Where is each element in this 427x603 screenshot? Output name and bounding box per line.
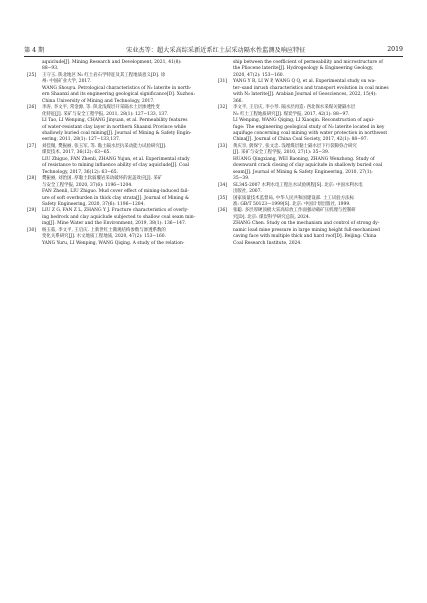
reference-text-line: [J]. 采矿与安全工程学报, 2010, 27(1): 35−39. <box>233 150 330 156</box>
reference-number: [28] <box>27 176 37 182</box>
reference-text-line: 2020, 47(2): 153−160. <box>233 72 285 78</box>
reference-number: [29] <box>27 208 37 214</box>
reference-text-line: of resistance to mining influence ability of clay aquiclude[J]. Coal <box>42 163 190 169</box>
reference-text-line: LIU Zhiguo, FAN Zhenli, ZHANG Yujun, et al. Experimental study <box>42 156 190 162</box>
reference-text-line: 究[D]. 北京: 煤炭科学研究总院, 2024. <box>233 214 311 220</box>
reference-entry <box>27 157 207 176</box>
reference-text-line: China University of Mining and Technology, 2017. <box>42 98 155 104</box>
reference-text-line: ship between the coefficient of permeability and microstructure of <box>233 60 383 65</box>
reference-text-line: Technology, 2017, 36(12): 63−65. <box>42 169 118 175</box>
reference-entry <box>27 144 207 157</box>
reference-text-line: ter–sand inrush characteristics and transport evolution in coal mines <box>233 85 389 91</box>
reference-number: [27] <box>27 143 37 149</box>
reference-text-line: LI Wenping, WANG Qiqing, LI Xiaoqin. Reconstruction of aqui- <box>233 118 375 124</box>
reference-entry <box>27 73 207 86</box>
reference-entry <box>218 79 398 105</box>
running-title: 宋业杰等：超大采高综采新近系红土层采动隔水性监测及响应特征 <box>126 46 306 54</box>
reference-text-line: 王守玉. 陕北地区 N₂ 红土岩石学特征及其工程地质意义[D]. 徐 <box>42 72 166 78</box>
reference-text-line: 35−39. <box>233 176 250 182</box>
reference-text-line: 366. <box>233 98 243 104</box>
reference-number: [34] <box>218 182 228 188</box>
reference-text-line: caving face with multiple thick and hard roof[D]. Beijing: China <box>233 234 377 240</box>
reference-text-line: 张聪. 多层厚硬顶板大采高综放工作面强动载矿压机理与控制研 <box>233 208 356 214</box>
reference-text-line: ing bedrock and clay aquiclude subjected to shallow coal seam min- <box>42 214 196 220</box>
reference-entry <box>27 86 207 105</box>
reference-entry <box>218 221 398 247</box>
reference-entry <box>218 183 398 196</box>
reference-number: [36] <box>218 208 228 214</box>
reference-text-line: ern Shaanxi and its engineering geological significance[D]. Xuzhou: <box>42 92 195 98</box>
reference-text-line: SL345-2007 水利水电工程注水试验规程[S]. 北京: 中国水利水电 <box>233 182 363 188</box>
reference-text-line: LIU Z G, FAN Z L, ZHANG Y J. Fracture characteristics of overly- <box>42 208 189 214</box>
reference-text-line: 黄庆享, 蔚保宁, 张文忠. 浅埋煤层黏土隔水层下行裂隙弥合研究 <box>233 143 357 149</box>
reference-text-line: 与安全工程学报, 2020, 37(6): 1196−1204. <box>42 182 133 188</box>
reference-entry <box>218 118 398 144</box>
page-number: 2019 <box>387 45 403 53</box>
reference-text-line: 樊振丽, 刘治国. 厚黏土软弱覆岩采动破坏的泥盖效应[J]. 采矿 <box>42 176 163 182</box>
reference-text-line: YANG Y R, LI W P, WANG Q Q, et al. Experimental study on wa- <box>233 79 376 85</box>
issue-number: 第 4 期 <box>24 46 45 54</box>
reference-text-line: N₂ 红土工程地质研究[J]. 煤炭学报, 2017, 42(1): 88−97. <box>233 111 350 117</box>
reference-text-line: 李文平, 王启庆, 李小琴. 隔水层再造: 西北保水采煤关键隔水层 <box>233 105 356 111</box>
reference-text-line: HUANG Qingxiang, WEI Baoning, ZHANG Wenzhong. Study of <box>233 156 375 162</box>
reference-text-line: 国家质量技术监督局, 中华人民共和国建设部. 土工试验方法标 <box>233 195 355 201</box>
reference-text-line: ZHANG Chen. Study on the mechanism and control of strong dy- <box>233 221 380 227</box>
reference-entry <box>27 105 207 118</box>
reference-entry <box>27 189 207 208</box>
reference-text-line: 准: GB/T 50123—1999[S]. 北京: 中国计划出版社, 1999. <box>233 201 351 207</box>
reference-number: [32] <box>218 105 228 111</box>
reference-number: [31] <box>218 79 228 85</box>
reference-text-line: WANG Shouyu. Petrological characteristics of N₂ laterite in north- <box>42 85 192 91</box>
reference-entry <box>218 208 398 221</box>
reference-text-line: Coal Research Institute, 2024. <box>233 240 302 246</box>
reference-entry <box>218 144 398 157</box>
reference-entry <box>27 60 207 73</box>
reference-entry <box>27 241 207 247</box>
reference-number: [35] <box>218 195 228 201</box>
references-right-column <box>218 60 398 247</box>
reference-text-line: 煤炭技术, 2017, 36(12): 63−65. <box>42 150 111 156</box>
reference-number: [26] <box>27 105 37 111</box>
running-header <box>24 42 403 56</box>
reference-text-line: YANG Yuru, LI Wenping, WANG Qiqing. A study of the relation- <box>42 240 185 246</box>
reference-text-line: downward crack closing of clay aquiclude in shallowly buried coal <box>233 163 383 169</box>
reference-text-line: 刘佳微, 樊振丽, 张玉军, 等. 黏土隔水层抗采动能力试验研究[J]. <box>42 143 167 149</box>
reference-text-line: FAN Zhenli, LIU Zhiguo. Mud cover effect of mining-induced fail- <box>42 189 189 195</box>
reference-text-line: China[J]. Journal of China Coal Society, 2017, 42(1): 88−97. <box>233 137 368 143</box>
reference-number: [30] <box>27 227 37 233</box>
reference-text-line: aquiclude[J]. Mining Research and Development, 2021, 41(8): <box>42 60 182 65</box>
reference-entry <box>218 105 398 118</box>
reference-text-line: LI Tao, LI Wenping, CHANG Jinyuan, et al. Permeability features <box>42 118 188 124</box>
reference-text-line: 变化关系研究[J]. 水文地质工程地质, 2020, 47(2): 153−160. <box>42 234 167 240</box>
reference-text-line: ure of soft overburden in thick clay strata[J]. Journal of Mining & <box>42 195 189 201</box>
header-rule <box>24 56 403 57</box>
reference-text-line: seam[J]. Journal of Mining & Safety Engineering, 2010, 27(1): <box>233 169 373 175</box>
reference-number: [25] <box>27 72 37 78</box>
reference-entry <box>218 196 398 209</box>
reference-text-line: 88−93. <box>42 66 59 72</box>
reference-text-line: 化特征[J]. 采矿与安全工程学报, 2011, 28(1): 127−133, 137. <box>42 111 169 117</box>
reference-text-line: eering, 2011, 28(1): 127−133,137. <box>42 137 121 143</box>
reference-entry <box>27 208 207 227</box>
reference-text-line: shallowly buried coal mining[J]. Journal of Mining & Safety Engin- <box>42 130 192 136</box>
reference-text-line: 李涛, 李文平, 常金源, 等. 陕北浅煤层开采隔水土层渗透性变 <box>42 105 160 111</box>
reference-entry <box>218 157 398 183</box>
reference-entry <box>27 118 207 144</box>
reference-text-line: ing[J]. Mine Water and the Environment, 2019, 38(1): 136−147. <box>42 221 187 227</box>
reference-text-line: 州: 中国矿业大学, 2017. <box>42 79 92 85</box>
reference-text-line: 杨玉茹, 李文平, 王启庆. 上新世红土微观结构参数与渗透系数的 <box>42 227 166 233</box>
reference-entry <box>27 228 207 241</box>
reference-entry <box>27 176 207 189</box>
reference-text-line: aquifuge concerning coal mining with water protection in northwest <box>233 130 388 136</box>
reference-text-line: with N₂ laterite[J]. Arabian Journal of Geosciences, 2022, 15(4): <box>233 92 377 98</box>
reference-text-line: 出版社, 2007. <box>233 189 262 195</box>
reference-text-line: Safety Engineering, 2020, 37(6): 1196−1204. <box>42 201 145 207</box>
reference-entry <box>218 60 398 79</box>
reference-text-line: fuge: The engineering geological study of N₂ laterite located in key <box>233 124 385 130</box>
references-left-column <box>27 60 207 247</box>
reference-text-line: namic load mine pressure in large mining height full-mechanized <box>233 227 380 233</box>
reference-text-line: of water-resistant clay layer in northern Shaanxi Province while <box>42 124 187 130</box>
reference-number: [33] <box>218 143 228 149</box>
reference-text-line: the Pliocene laterite[J]. Hydrogeology & Engineering Geology, <box>233 66 374 72</box>
